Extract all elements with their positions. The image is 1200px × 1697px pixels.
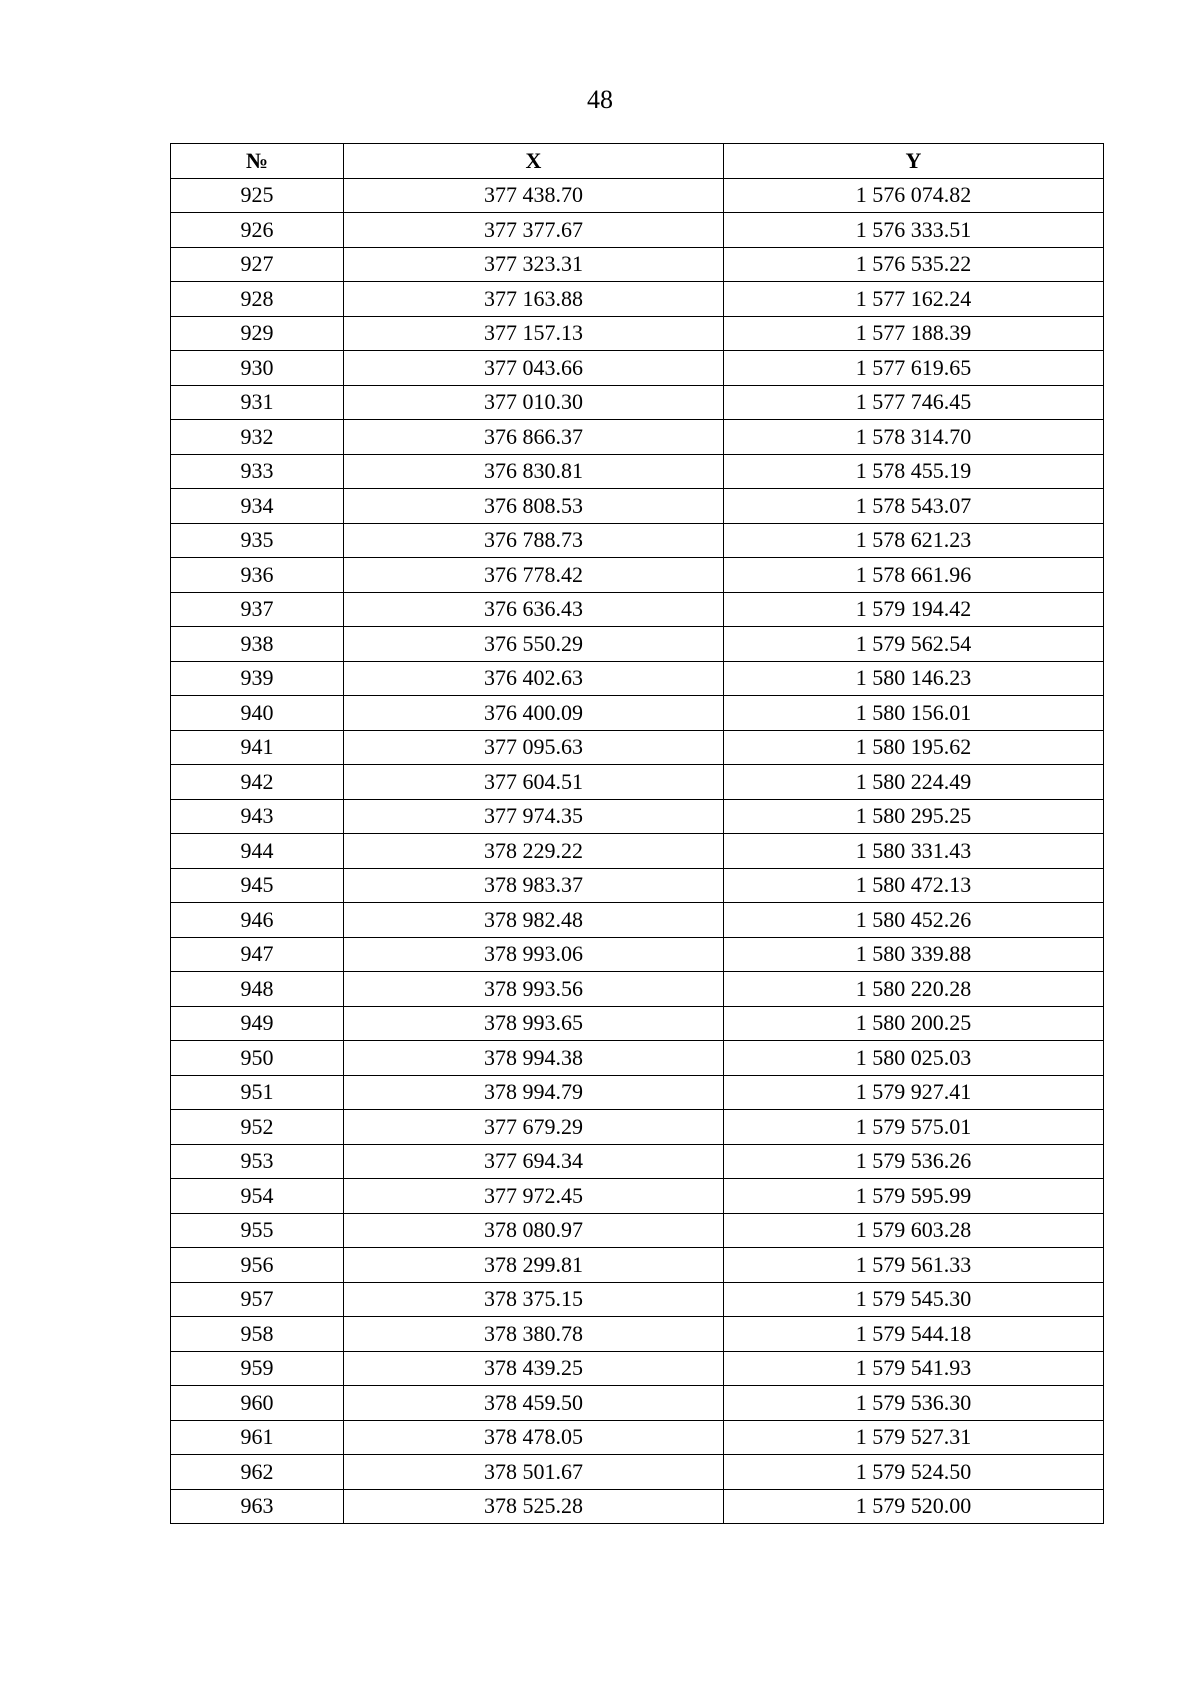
page-number: 48: [587, 85, 613, 114]
table-row: [171, 282, 1104, 317]
cell-y: 1 579 561.33: [724, 1248, 1104, 1283]
table-row: [171, 1075, 1104, 1110]
table-row: [171, 1144, 1104, 1179]
cell-y: 1 580 331.43: [724, 834, 1104, 869]
cell-y: 1 580 224.49: [724, 765, 1104, 800]
cell-number: 933: [171, 454, 344, 489]
table-row: [171, 834, 1104, 869]
cell-x: 377 679.29: [344, 1110, 724, 1145]
cell-y: 1 578 314.70: [724, 420, 1104, 455]
table-row: [171, 351, 1104, 386]
cell-x: 378 501.67: [344, 1455, 724, 1490]
header-row: [171, 144, 1104, 179]
cell-y: 1 579 575.01: [724, 1110, 1104, 1145]
cell-y: 1 579 603.28: [724, 1213, 1104, 1248]
cell-y: 1 579 536.30: [724, 1386, 1104, 1421]
table-row: [171, 903, 1104, 938]
cell-y: 1 579 536.26: [724, 1144, 1104, 1179]
cell-x: 376 808.53: [344, 489, 724, 524]
cell-number: 961: [171, 1420, 344, 1455]
table-row: [171, 1213, 1104, 1248]
cell-number: 958: [171, 1317, 344, 1352]
cell-number: 946: [171, 903, 344, 938]
cell-x: 378 080.97: [344, 1213, 724, 1248]
table-row: [171, 1179, 1104, 1214]
cell-number: 962: [171, 1455, 344, 1490]
cell-x: 376 402.63: [344, 661, 724, 696]
cell-x: 378 994.79: [344, 1075, 724, 1110]
table-row: [171, 592, 1104, 627]
cell-number: 925: [171, 178, 344, 213]
table-row: [171, 696, 1104, 731]
table-row: [171, 730, 1104, 765]
cell-y: 1 577 619.65: [724, 351, 1104, 386]
cell-y: 1 578 621.23: [724, 523, 1104, 558]
table-row: [171, 420, 1104, 455]
cell-number: 949: [171, 1006, 344, 1041]
cell-y: 1 578 455.19: [724, 454, 1104, 489]
cell-number: 951: [171, 1075, 344, 1110]
cell-x: 378 525.28: [344, 1489, 724, 1524]
table-row: [171, 316, 1104, 351]
cell-number: 945: [171, 868, 344, 903]
cell-x: 376 778.42: [344, 558, 724, 593]
cell-x: 377 157.13: [344, 316, 724, 351]
cell-number: 926: [171, 213, 344, 248]
cell-number: 942: [171, 765, 344, 800]
table-body: [171, 178, 1104, 1524]
cell-number: 953: [171, 1144, 344, 1179]
cell-number: 955: [171, 1213, 344, 1248]
cell-number: 948: [171, 972, 344, 1007]
cell-x: 377 377.67: [344, 213, 724, 248]
cell-y: 1 580 156.01: [724, 696, 1104, 731]
cell-x: 377 972.45: [344, 1179, 724, 1214]
table-row: [171, 558, 1104, 593]
cell-y: 1 577 188.39: [724, 316, 1104, 351]
cell-number: 952: [171, 1110, 344, 1145]
cell-x: 378 380.78: [344, 1317, 724, 1352]
cell-x: 378 983.37: [344, 868, 724, 903]
table-row: [171, 1282, 1104, 1317]
table-row: [171, 1041, 1104, 1076]
cell-number: 950: [171, 1041, 344, 1076]
cell-x: 377 438.70: [344, 178, 724, 213]
cell-x: 378 299.81: [344, 1248, 724, 1283]
table-row: [171, 454, 1104, 489]
table-row: [171, 178, 1104, 213]
table-row: [171, 868, 1104, 903]
cell-x: 376 550.29: [344, 627, 724, 662]
table-row: [171, 1248, 1104, 1283]
table-row: [171, 523, 1104, 558]
table-row: [171, 489, 1104, 524]
cell-y: 1 577 162.24: [724, 282, 1104, 317]
table-row: [171, 1386, 1104, 1421]
header-y: Y: [724, 144, 1104, 179]
cell-y: 1 579 927.41: [724, 1075, 1104, 1110]
cell-y: 1 578 543.07: [724, 489, 1104, 524]
cell-y: 1 580 472.13: [724, 868, 1104, 903]
cell-x: 377 163.88: [344, 282, 724, 317]
cell-y: 1 579 541.93: [724, 1351, 1104, 1386]
cell-y: 1 579 524.50: [724, 1455, 1104, 1490]
cell-y: 1 579 562.54: [724, 627, 1104, 662]
cell-number: 929: [171, 316, 344, 351]
cell-number: 943: [171, 799, 344, 834]
cell-y: 1 579 595.99: [724, 1179, 1104, 1214]
table-row: [171, 972, 1104, 1007]
cell-y: 1 580 452.26: [724, 903, 1104, 938]
cell-x: 378 993.56: [344, 972, 724, 1007]
cell-y: 1 580 195.62: [724, 730, 1104, 765]
table-row: [171, 937, 1104, 972]
coordinates-table: [170, 143, 1104, 1524]
cell-number: 959: [171, 1351, 344, 1386]
cell-number: 944: [171, 834, 344, 869]
table-row: [171, 213, 1104, 248]
table-row: [171, 247, 1104, 282]
cell-x: 376 636.43: [344, 592, 724, 627]
cell-number: 941: [171, 730, 344, 765]
cell-x: 378 375.15: [344, 1282, 724, 1317]
table-row: [171, 799, 1104, 834]
cell-y: 1 580 339.88: [724, 937, 1104, 972]
table-row: [171, 1420, 1104, 1455]
cell-y: 1 580 025.03: [724, 1041, 1104, 1076]
cell-x: 378 439.25: [344, 1351, 724, 1386]
cell-number: 927: [171, 247, 344, 282]
header-number: №: [171, 144, 344, 179]
cell-number: 939: [171, 661, 344, 696]
cell-number: 938: [171, 627, 344, 662]
cell-y: 1 576 333.51: [724, 213, 1104, 248]
cell-y: 1 579 527.31: [724, 1420, 1104, 1455]
cell-number: 954: [171, 1179, 344, 1214]
table-row: [171, 661, 1104, 696]
table-row: [171, 385, 1104, 420]
header-x: X: [344, 144, 724, 179]
table-row: [171, 1110, 1104, 1145]
cell-number: 937: [171, 592, 344, 627]
cell-x: 378 993.65: [344, 1006, 724, 1041]
cell-x: 377 604.51: [344, 765, 724, 800]
table-row: [171, 1006, 1104, 1041]
cell-y: 1 580 146.23: [724, 661, 1104, 696]
cell-number: 963: [171, 1489, 344, 1524]
cell-y: 1 577 746.45: [724, 385, 1104, 420]
cell-y: 1 579 194.42: [724, 592, 1104, 627]
cell-number: 956: [171, 1248, 344, 1283]
cell-number: 957: [171, 1282, 344, 1317]
cell-x: 377 095.63: [344, 730, 724, 765]
cell-number: 960: [171, 1386, 344, 1421]
cell-x: 377 694.34: [344, 1144, 724, 1179]
cell-x: 378 994.38: [344, 1041, 724, 1076]
cell-x: 376 866.37: [344, 420, 724, 455]
cell-y: 1 580 200.25: [724, 1006, 1104, 1041]
cell-number: 930: [171, 351, 344, 386]
cell-y: 1 580 220.28: [724, 972, 1104, 1007]
cell-y: 1 579 545.30: [724, 1282, 1104, 1317]
cell-x: 377 010.30: [344, 385, 724, 420]
cell-number: 934: [171, 489, 344, 524]
cell-x: 378 229.22: [344, 834, 724, 869]
cell-x: 377 323.31: [344, 247, 724, 282]
cell-x: 378 478.05: [344, 1420, 724, 1455]
cell-y: 1 579 544.18: [724, 1317, 1104, 1352]
cell-y: 1 579 520.00: [724, 1489, 1104, 1524]
cell-x: 377 043.66: [344, 351, 724, 386]
cell-x: 378 982.48: [344, 903, 724, 938]
cell-number: 935: [171, 523, 344, 558]
cell-number: 936: [171, 558, 344, 593]
cell-x: 376 400.09: [344, 696, 724, 731]
cell-y: 1 576 535.22: [724, 247, 1104, 282]
cell-y: 1 578 661.96: [724, 558, 1104, 593]
table-row: [171, 765, 1104, 800]
cell-x: 378 993.06: [344, 937, 724, 972]
table-row: [171, 1317, 1104, 1352]
table-row: [171, 1455, 1104, 1490]
cell-y: 1 576 074.82: [724, 178, 1104, 213]
cell-x: 377 974.35: [344, 799, 724, 834]
cell-x: 376 788.73: [344, 523, 724, 558]
table-header: [171, 144, 1104, 179]
cell-number: 940: [171, 696, 344, 731]
table-row: [171, 1489, 1104, 1524]
cell-number: 932: [171, 420, 344, 455]
cell-x: 376 830.81: [344, 454, 724, 489]
cell-x: 378 459.50: [344, 1386, 724, 1421]
cell-number: 947: [171, 937, 344, 972]
cell-number: 931: [171, 385, 344, 420]
cell-number: 928: [171, 282, 344, 317]
cell-y: 1 580 295.25: [724, 799, 1104, 834]
table-row: [171, 1351, 1104, 1386]
table-row: [171, 627, 1104, 662]
